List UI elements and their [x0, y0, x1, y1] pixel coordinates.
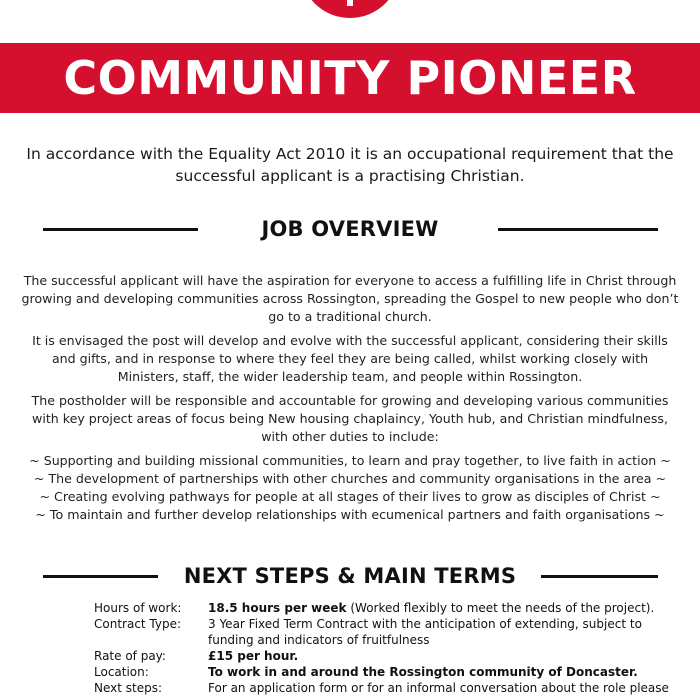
term-row-hours	[94, 600, 674, 616]
equality-requirement: In accordance with the Equality Act 2010 it is an occupational requirement that the successful applicant is a practising Christian.	[26, 145, 674, 185]
term-value: 18.5 hours per week (Worked flexibly to meet the needs of the project).	[208, 601, 655, 615]
duty-item: ~ To maintain and further develop relationships with ecumenical partners and faith organisations ~	[35, 507, 665, 522]
term-value: For an application form or for an informal conversation about the role please	[208, 681, 669, 695]
term-row-next-steps	[94, 680, 674, 696]
divider-left	[43, 228, 198, 231]
term-label: Rate of pay:	[94, 649, 166, 663]
duty-item: ~ Supporting and building missional communities, to learn and pray together, to live faith in action ~	[29, 453, 671, 468]
job-overview-heading: JOB OVERVIEW	[261, 217, 439, 241]
term-label: Location:	[94, 665, 149, 679]
divider-right	[541, 575, 658, 578]
overview-paragraph: It is envisaged the post will develop and evolve with the successful applicant, considering their skills and gifts, and in response to where they feel they are being called, whilst working closely with Ministers, staff, the wider leadership team, and people within Rossington.	[32, 333, 668, 384]
job-overview-header	[0, 214, 700, 244]
duty-item: ~ Creating evolving pathways for people at all stages of their lives to grow as disciples of Christ ~	[39, 489, 661, 504]
term-row-contract	[94, 616, 674, 648]
term-value: 3 Year Fixed Term Contract with the anticipation of extending, subject to funding and indicators of fruitfulness	[208, 617, 642, 647]
term-row-location	[94, 664, 674, 680]
term-label: Next steps:	[94, 681, 163, 695]
church-logo	[290, 0, 410, 18]
term-label: Hours of work:	[94, 601, 182, 615]
overview-paragraph: The successful applicant will have the aspiration for everyone to access a fulfilling life in Christ through growing and developing communities across Rossington, spreading the Gospel to new people who don’t go to a traditional church.	[21, 273, 679, 324]
duty-item: ~ The development of partnerships with other churches and community organisations in the area ~	[33, 471, 667, 486]
title-banner	[0, 43, 700, 113]
term-label: Contract Type:	[94, 617, 182, 631]
terms-table	[94, 600, 674, 696]
next-steps-heading: NEXT STEPS & MAIN TERMS	[183, 564, 517, 588]
job-overview-body	[20, 272, 680, 524]
cross-icon	[347, 0, 353, 6]
page-title: COMMUNITY PIONEER	[63, 51, 637, 105]
overview-paragraph: The postholder will be responsible and accountable for growing and developing various communities with key project areas of focus being New housing chaplaincy, Youth hub, and Christian mindfulness, with other duties to include:	[31, 393, 669, 444]
term-value: To work in and around the Rossington community of Doncaster.	[208, 665, 638, 679]
divider-left	[43, 575, 158, 578]
duties-list	[20, 452, 680, 524]
next-steps-header	[0, 561, 700, 591]
term-value: £15 per hour.	[208, 649, 299, 663]
divider-right	[498, 228, 658, 231]
term-row-pay	[94, 648, 674, 664]
